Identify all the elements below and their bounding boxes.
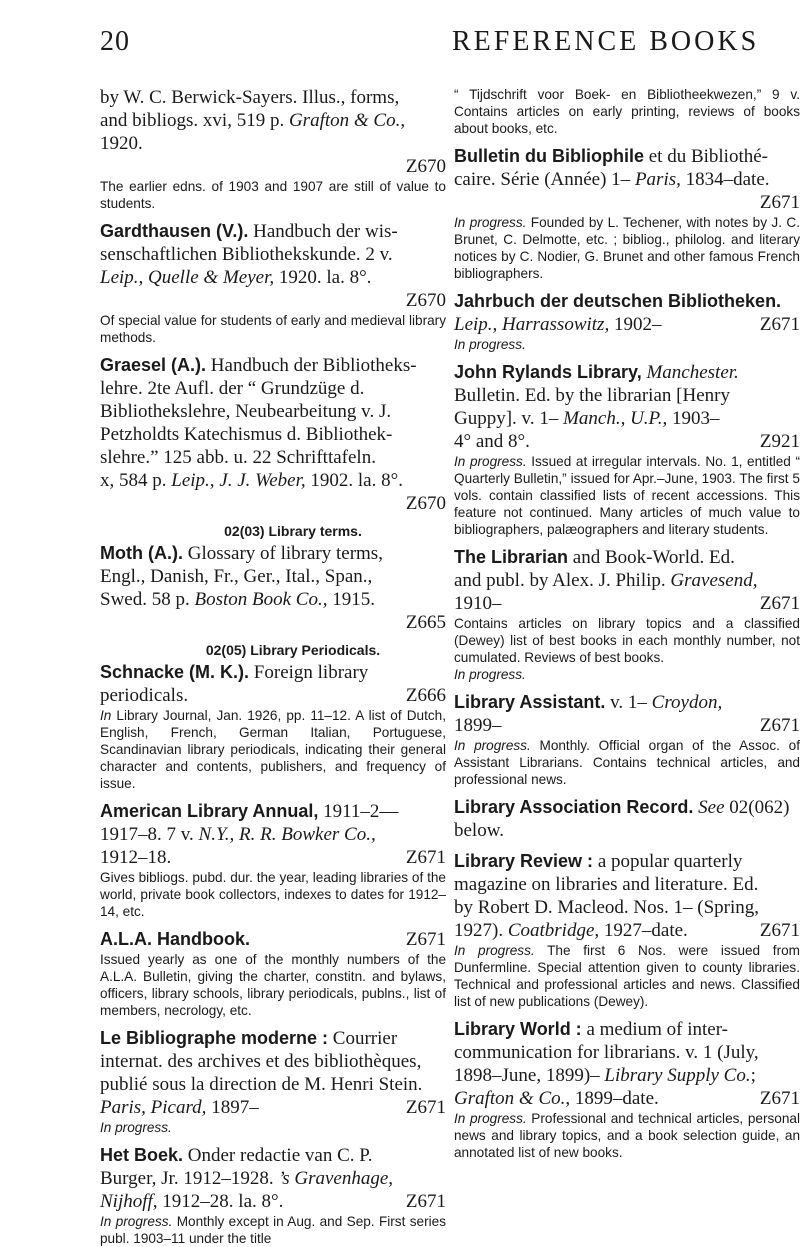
entry-note: In progress. (454, 337, 526, 352)
entry-note: Issued yearly as one of the monthly numbers of the A.L.A. Bulletin, giving the charter, constitn. and bylaws, officers, library schools, library periodicals, publns., list of members, necrology, etc. (100, 952, 446, 1018)
class-mark: Z671 (759, 314, 800, 335)
right-column (454, 86, 800, 1161)
page-number: 20 (100, 26, 130, 57)
entry-schnacke: Schnacke (M. K.). Foreign library periodicals. Z666 In Library Journal, Jan. 1926, pp. 11–12. A list of Dutch, English, French, German Italian, Portuguese, Scandinavian library periodicals, indicating their general character and contents, publishers, and frequency of issue. (100, 662, 446, 791)
entry-het-boek: Het Boek. Onder redactie van C. P. Burger, Jr. 1912–1928. ’s Gravenhage, Nijhoff, 1912–28. la. 8°. Z671 In progress. Monthly except in Aug. and Sep. First series publ. 1903–11 under the title (100, 1145, 446, 1246)
class-mark: Z670 (405, 493, 446, 514)
class-mark: Z670 (405, 156, 446, 177)
entry-note-status: In progress. (454, 667, 526, 682)
entry-american-library-annual: American Library Annual, 1911–2— 1917–8. 7 v. N.Y., R. R. Bowker Co., 1912–18. Z671 Gives bibliogs. pubd. dur. the year, leading libraries of the world, private book collectors, indexes to dates for 1912–14, etc. (100, 801, 446, 919)
class-mark: Z671 (759, 920, 800, 941)
entry-note-continued: “ Tijdschrift voor Boek- en Bibliotheekwezen,” 9 v. Contains articles on early printing, reviews of books about books, etc. (454, 87, 800, 136)
entry-graesel: Graesel (A.). Handbuch der Bibliotheks- lehre. 2te Aufl. der “ Grundzüge d. Bibliothekslehre, Neubearbeitung v. J. Petzholdts Katechismus d. Bibliothek- slehre.” 125 abb. u. 22 Schrifttafeln. x, 584 p. Leip., J. J. Weber, 1902. la. 8°. Z670 (100, 355, 446, 514)
entry-note: In Library Journal, Jan. 1926, pp. 11–12. A list of Dutch, English, French, German Italian, Portuguese, Scandinavian library periodicals, indicating their general character and contents, publishers, and frequency of issue. (100, 708, 446, 791)
entry-library-review: Library Review : a popular quarterly magazine on libraries and literature. Ed. by Robert D. Macleod. Nos. 1– (Spring, 1927). Coatbridge, 1927–date. Z671 In progress. The first 6 Nos. were issued from Dunfermline. Special attention given to county libraries. Technical and professional articles and news. Classified list of new publications (Dewey). (454, 851, 800, 1009)
class-mark: Z671 (405, 1191, 446, 1212)
class-mark: Z665 (405, 612, 446, 633)
entry-note: In progress. (100, 1120, 172, 1135)
entry-library-world: Library World : a medium of inter- communication for librarians. v. 1 (July, 1898–June, 1899)– Library Supply Co.; Grafton & Co., 1899–date. Z671 In progress. Professional and technical articles, personal news and library topics, and a book selection guide, an annotated list of new books. (454, 1019, 800, 1160)
entry-note: In progress. The first 6 Nos. were issued from Dunfermline. Special attention given to county libraries. Technical and professional articles and news. Classified list of new publications (Dewey). (454, 943, 800, 1009)
entry-note: The earlier edns. of 1903 and 1907 are still of value to students. (100, 179, 446, 211)
class-mark: Z921 (759, 431, 800, 452)
entry-note: Gives bibliogs. pubd. dur. the year, leading libraries of the world, private book collectors, indexes to dates for 1912–14, etc. (100, 870, 446, 919)
class-mark: Z671 (759, 192, 800, 213)
class-mark: Z666 (405, 685, 446, 706)
class-mark: Z671 (405, 929, 446, 950)
entry-note: In progress. Issued at irregular intervals. No. 1, entitled “ Quarterly Bulletin,” issued for Apr.–June, 1903. The first 5 vols. contain classified lists of recent accessions. This feature not continued. Many articles of much value to bibliographers, palæographers and literary students. (454, 454, 800, 537)
section-heading-library-terms: 02(03) Library terms. (224, 523, 362, 539)
entry-bulletin-du-bibliophile: Bulletin du Bibliophile et du Bibliothé- caire. Série (Année) 1– Paris, 1834–date. Z671 In progress. Founded by L. Techener, with notes by J. C. Brunet, C. Delmotte, etc. ; bibliog., philolog. and literary notices by C. Nodier, G. Brunet and other famous French bibliographers. (454, 146, 800, 281)
entry-library-assistant: Library Assistant. v. 1– Croydon, 1899– Z671 In progress. Monthly. Official organ of the Assoc. of Assistant Librarians. Contains technical articles, and professional news. (454, 692, 800, 787)
class-mark: Z671 (405, 847, 446, 868)
entry-gardthausen: Gardthausen (V.). Handbuch der wis- senschaftlichen Bibliothekskunde. 2 v. Leip., Quelle & Meyer, 1920. la. 8°. Z670 Of special value for students of early and medieval library methods. (100, 221, 446, 345)
entry-ala-handbook: A.L.A. Handbook. Z671 Issued yearly as one of the monthly numbers of the A.L.A. Bulletin, giving the charter, constitn. and bylaws, officers, library schools, library periodicals, publns., list of members, necrology, etc. (100, 929, 446, 1018)
entry-note: In progress. Monthly. Official organ of the Assoc. of Assistant Librarians. Contains technical articles, and professional news. (454, 738, 800, 787)
class-mark: Z671 (759, 593, 800, 614)
class-mark: Z671 (759, 1088, 800, 1109)
entry-moth: Moth (A.). Glossary of library terms, Engl., Danish, Fr., Ger., Ital., Span., Swed. 58 p. Boston Book Co., 1915. Z665 (100, 543, 446, 633)
running-head: REFERENCE BOOKS (452, 26, 760, 57)
entry-bibliographe-moderne: Le Bibliographe moderne : Courrier internat. des archives et des bibliothèques, publié sous la direction de M. Henri Stein. Paris, Picard, 1897– Z671 In progress. (100, 1028, 446, 1135)
entry-note: In progress. Professional and technical articles, personal news and library topics, and a book selection guide, an annotated list of new books. (454, 1111, 800, 1160)
left-column (100, 86, 446, 1247)
entry-library-association-record: Library Association Record. See 02(062) below. (454, 797, 790, 841)
entry-note: In progress. Founded by L. Techener, with notes by J. C. Brunet, C. Delmotte, etc. ; bibliog., philolog. and literary notices by C. Nodier, G. Brunet and other famous French bibliographers. (454, 215, 800, 281)
entry-note: In progress. Monthly except in Aug. and Sep. First series publ. 1903–11 under the title (100, 1214, 446, 1246)
entry-john-rylands: John Rylands Library, Manchester. Bulletin. Ed. by the librarian [Henry Guppy]. v. 1– Manch., U.P., 1903– 4° and 8°. Z921 In progress. Issued at irregular intervals. No. 1, entitled “ Quarterly Bulletin,” issued for Apr.–June, 1903. The first 5 vols. contain classified lists of recent accessions. This feature not continued. Many articles of much value to bibliographers, palæographers and literary students. (454, 362, 800, 537)
entry-berwick-sayers: by W. C. Berwick-Sayers. Illus., forms, and bibliogs. xvi, 519 p. Grafton & Co., 1920. Z670 The earlier edns. of 1903 and 1907 are still of value to students. (100, 87, 446, 211)
entry-note: Contains articles on library topics and a classified (Dewey) list of best books in each monthly number, not cumulated. Reviews of best books. (454, 616, 800, 665)
page-header (0, 26, 800, 66)
entry-the-librarian: The Librarian and Book-World. Ed. and publ. by Alex. J. Philip. Gravesend, 1910– Z671 Contains articles on library topics and a classified (Dewey) list of best books in each monthly number, not cumulated. Reviews of best books. In progress. (454, 547, 800, 682)
class-mark: Z671 (759, 715, 800, 736)
class-mark: Z670 (405, 290, 446, 311)
section-heading-library-periodicals: 02(05) Library Periodicals. (205, 642, 381, 658)
entry-note: Of special value for students of early and medieval library methods. (100, 313, 446, 345)
entry-jahrbuch: Jahrbuch der deutschen Bibliotheken. Leip., Harrassowitz, 1902– Z671 In progress. (454, 291, 800, 352)
class-mark: Z671 (405, 1097, 446, 1118)
